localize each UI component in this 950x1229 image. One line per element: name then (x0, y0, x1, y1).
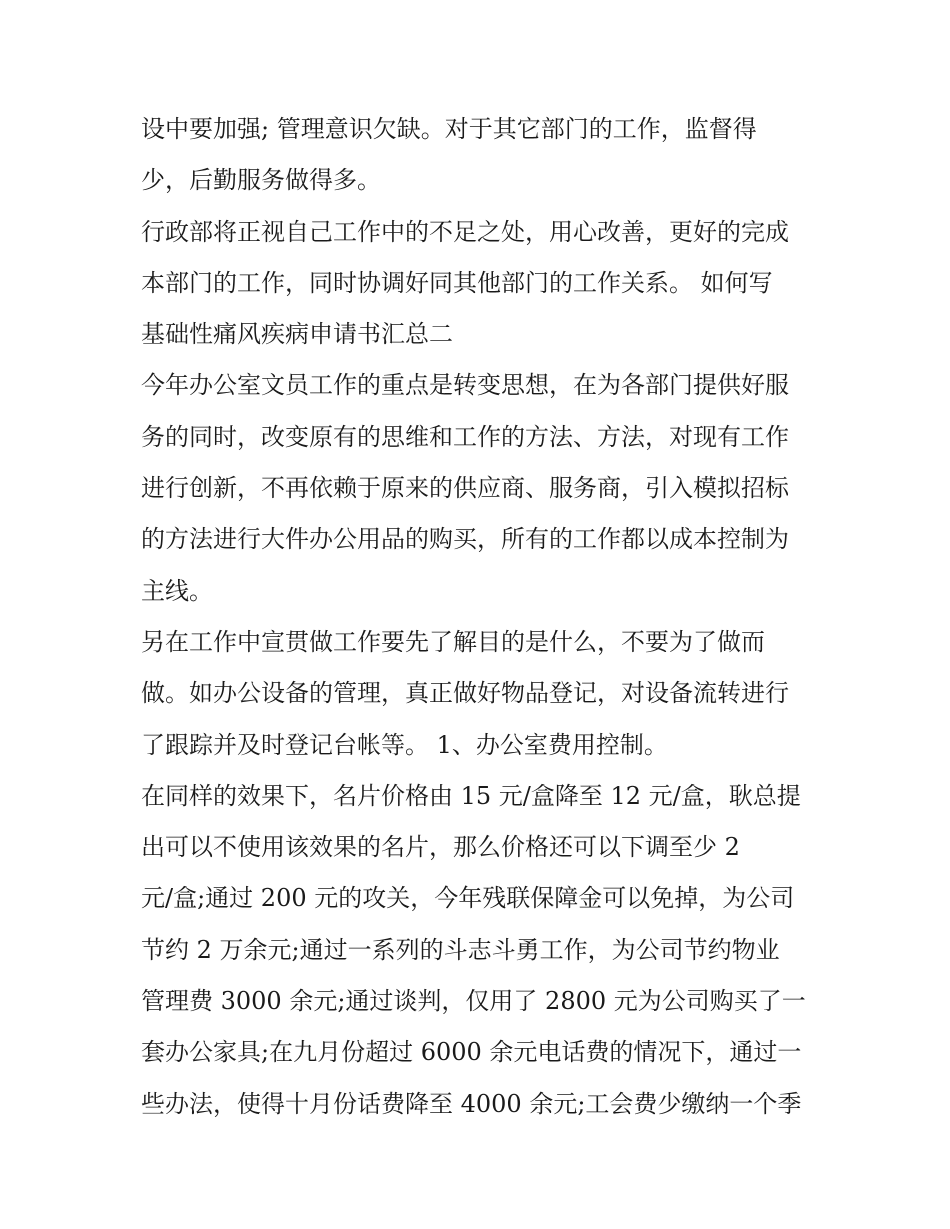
text-line: 行政部将正视自己工作中的不足之处，用心改善，更好的完成 (141, 217, 789, 246)
body-text (141, 104, 831, 1130)
text-line: 套办公家具;在九月份超过 6000 余元电话费的情况下，通过一 (141, 1038, 802, 1067)
text-line: 节约 2 万余元;通过一系列的斗志斗勇工作，为公司节约物业 (141, 935, 780, 964)
text-line: 元/盒;通过 200 元的攻关，今年残联保障金可以免掉，为公司 (141, 884, 795, 913)
text-line: 做。如办公设备的管理，真正做好物品登记，对设备流转进行 (141, 679, 789, 708)
text-line: 了跟踪并及时登记台帐等。 1、办公室费用控制。 (141, 730, 668, 759)
text-line: 些办法，使得十月份话费降至 4000 余元;工会费少缴纳一个季 (141, 1089, 802, 1118)
text-line: 今年办公室文员工作的重点是转变思想，在为各部门提供好服 (141, 371, 789, 400)
text-line: 管理费 3000 余元;通过谈判，仅用了 2800 元为公司购买了一 (141, 987, 806, 1016)
text-line: 的方法进行大件办公用品的购买，所有的工作都以成本控制为 (141, 525, 789, 554)
text-line: 主线。 (141, 576, 213, 605)
text-line: 进行创新，不再依赖于原来的供应商、服务商，引入模拟招标 (141, 474, 789, 503)
text-line: 基础性痛风疾病申请书汇总二 (141, 320, 453, 349)
text-line: 出可以不使用该效果的名片，那么价格还可以下调至少 2 (141, 833, 740, 862)
text-line: 设中要加强; 管理意识欠缺。对于其它部门的工作，监督得 (141, 115, 757, 143)
text-line: 在同样的效果下，名片价格由 15 元/盒降至 12 元/盒，耿总提 (141, 781, 801, 810)
text-line: 务的同时，改变原有的思维和工作的方法、方法，对现有工作 (141, 422, 789, 451)
text-line: 少，后勤服务做得多。 (141, 166, 381, 195)
text-line: 另在工作中宣贯做工作要先了解目的是什么，不要为了做而 (141, 627, 765, 656)
text-line: 本部门的工作，同时协调好同其他部门的工作关系。 如何写 (141, 268, 773, 297)
